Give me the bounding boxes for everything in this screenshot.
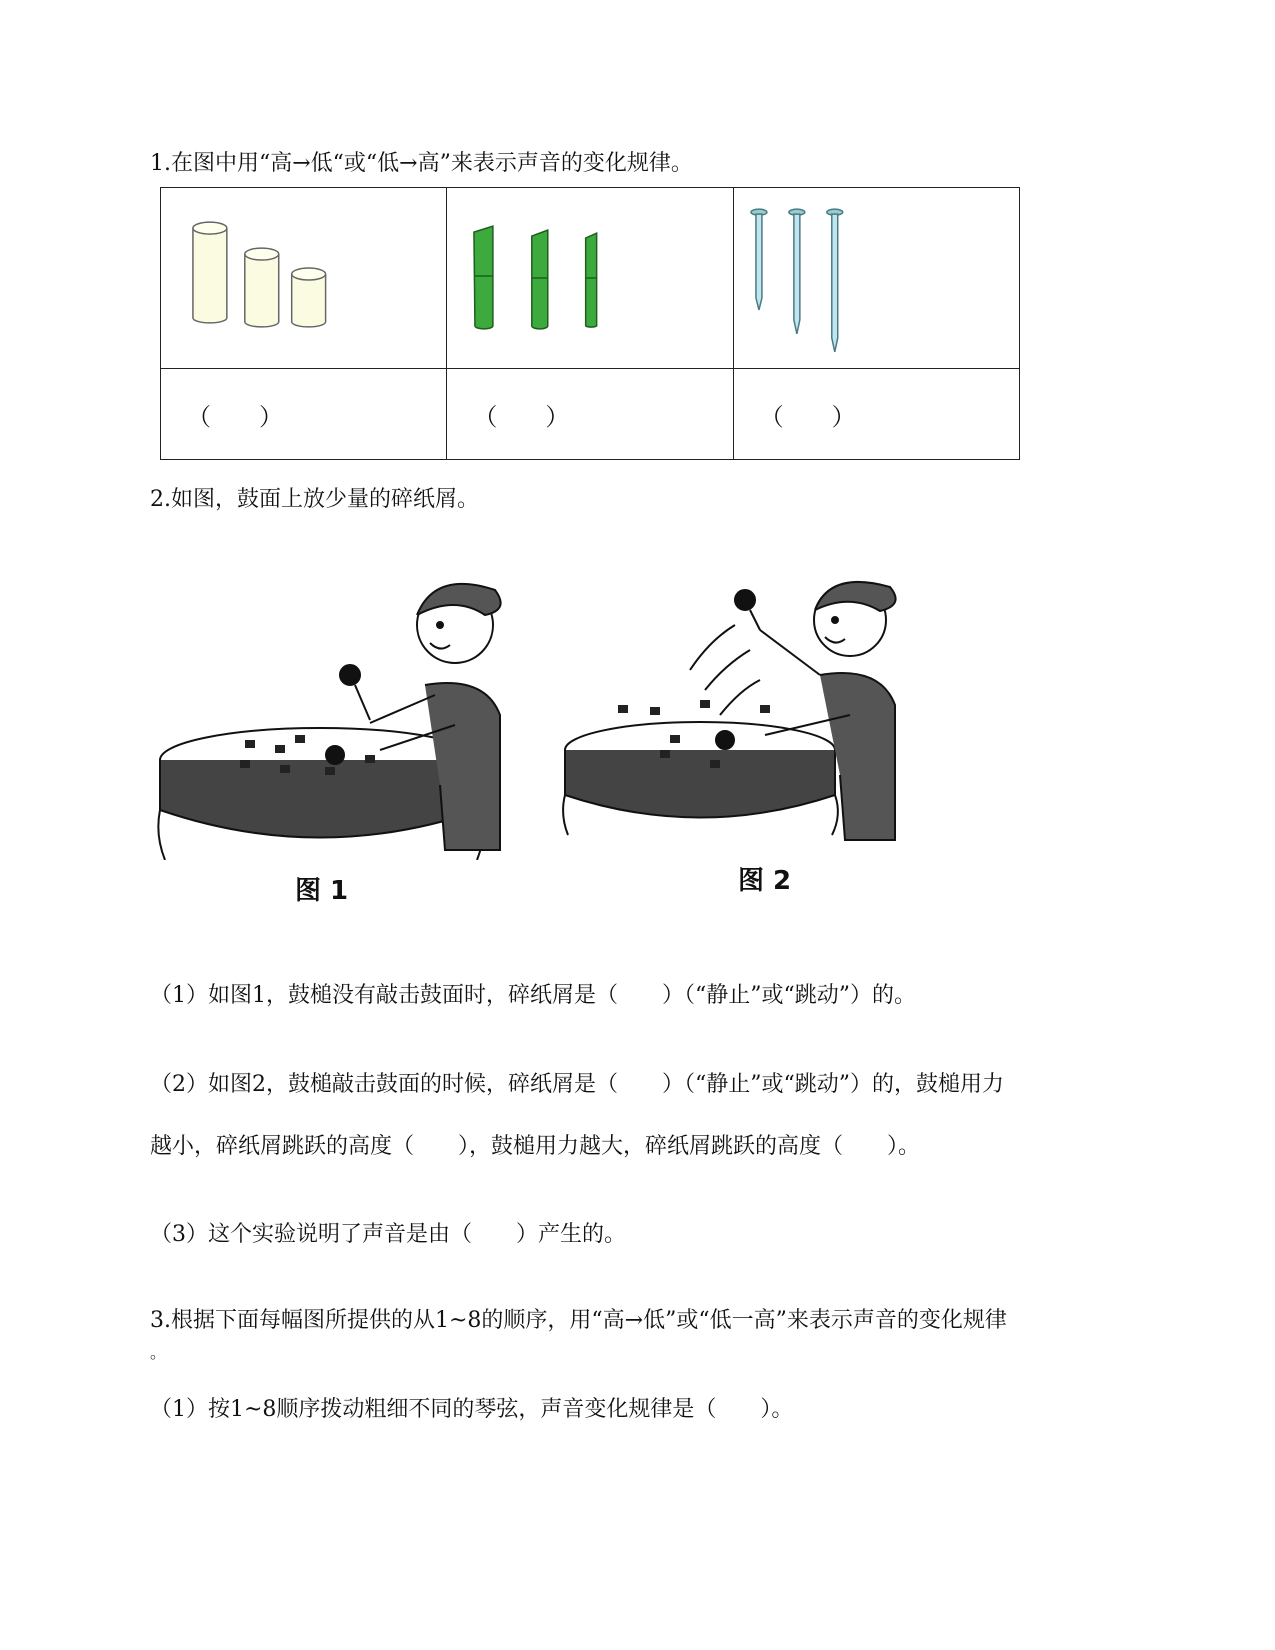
q3-part1: （1）按1~8顺序拨动粗细不同的琴弦，声音变化规律是（ ）。 [150, 1397, 794, 1422]
q1-table [160, 187, 1020, 460]
nails-illustration [734, 188, 1019, 368]
q1-title: 1.在图中用“高→低“或“低→高”来表示声音的变化规律。 [150, 151, 693, 176]
q2-part2-line2: 越小，碎纸屑跳跃的高度（ ），鼓槌用力越大，碎纸屑跳跃的高度（ ）。 [150, 1134, 921, 1159]
q2-part2-line1: （2）如图2，鼓槌敲击鼓面的时候，碎纸屑是（ ）（“静止”或“跳动”）的，鼓槌用力 [150, 1072, 1004, 1097]
drum-figure-1 [155, 575, 535, 860]
q2-title: 2.如图，鼓面上放少量的碎纸屑。 [150, 487, 479, 512]
q3-title-end: 。 [150, 1343, 167, 1362]
bamboo-cell [447, 188, 733, 369]
cylinders-illustration [161, 188, 446, 368]
nails-cell [733, 188, 1019, 369]
bamboo-illustration [447, 188, 732, 368]
drum-figure-2 [560, 575, 920, 850]
q2-part3: （3）这个实验说明了声音是由（ ）产生的。 [150, 1222, 626, 1247]
answer-blank-2[interactable]: （ ） [447, 369, 733, 460]
answer-blank-3[interactable]: （ ） [733, 369, 1019, 460]
q3-title: 3.根据下面每幅图所提供的从1~8的顺序，用“高→低”或“低一高”来表示声音的变化规律 [150, 1308, 1007, 1333]
figure-1-caption: 图 1 [295, 876, 349, 906]
figure-2-caption: 图 2 [738, 866, 792, 896]
cylinders-cell [161, 188, 447, 369]
q2-part1: （1）如图1，鼓槌没有敲击鼓面时，碎纸屑是（ ）（“静止”或“跳动”）的。 [150, 983, 916, 1008]
answer-blank-1[interactable]: （ ） [161, 369, 447, 460]
